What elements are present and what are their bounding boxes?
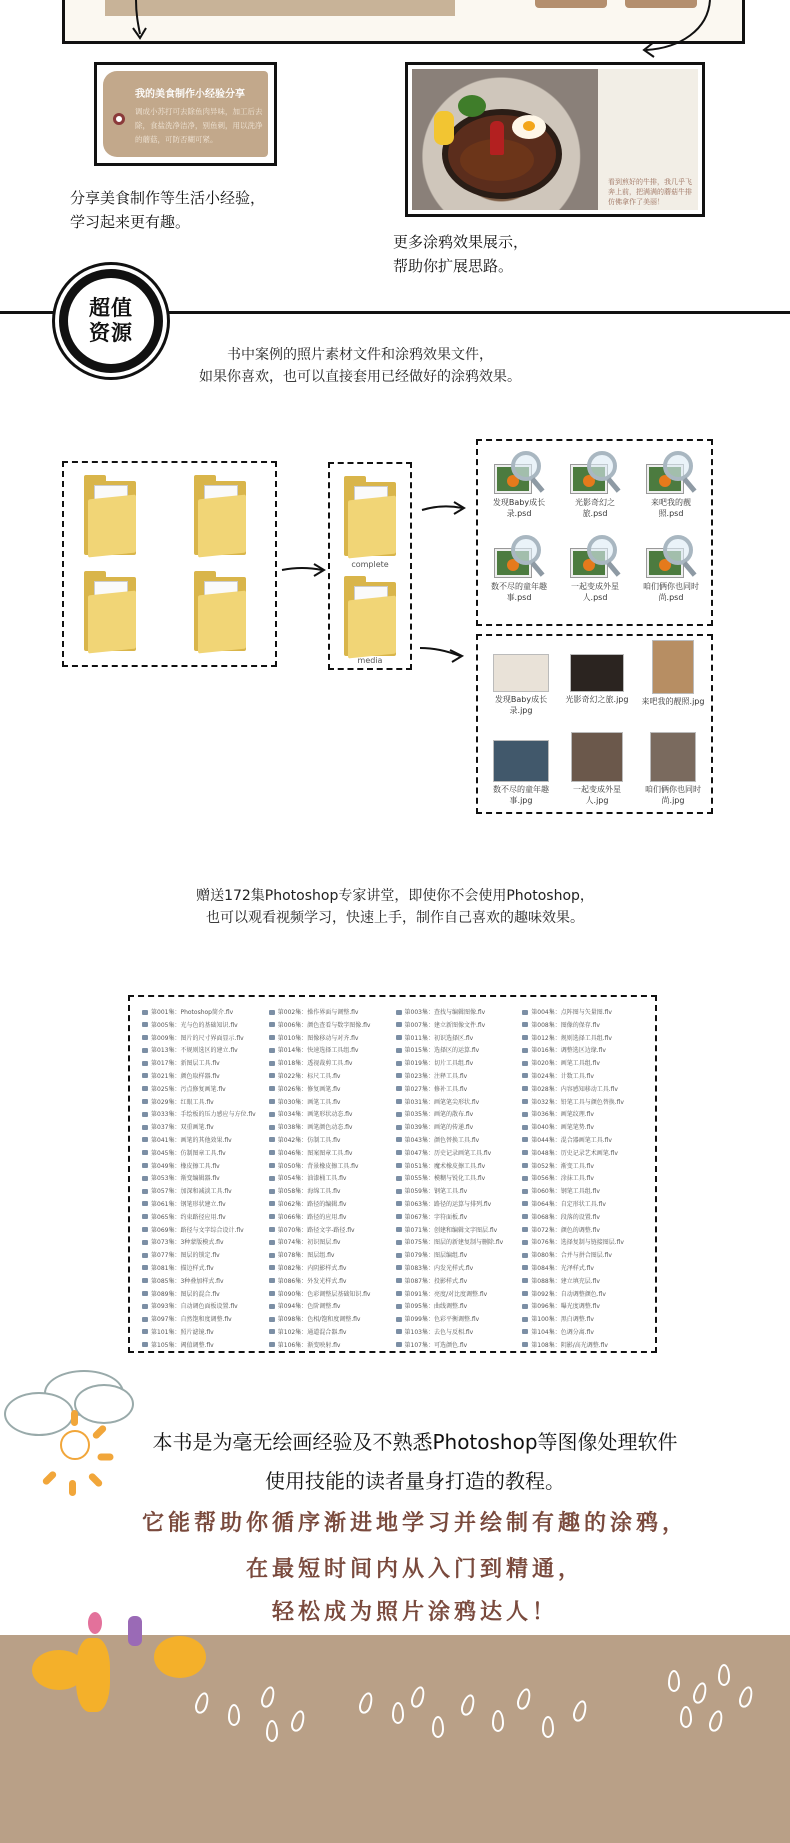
closing-brown-line: 轻松成为照片涂鸦达人！ bbox=[271, 1600, 558, 1625]
rain-drop-doodle bbox=[680, 1706, 692, 1728]
folder-icon[interactable] bbox=[84, 475, 136, 555]
jpg-file[interactable] bbox=[638, 732, 708, 806]
video-file-item[interactable]: 第055集：模糊与锐化工具.flv bbox=[396, 1173, 521, 1186]
doodle-girl bbox=[490, 121, 504, 155]
psd-file-label: 数不尽的童年趣事.psd bbox=[491, 582, 547, 602]
video-file-item[interactable]: 第019集：切片工具组.flv bbox=[396, 1058, 521, 1071]
video-file-item[interactable]: 第027集：修补工具.flv bbox=[396, 1084, 521, 1097]
sun-ray bbox=[71, 1410, 78, 1426]
right-arrow-icon bbox=[420, 498, 470, 518]
doodle-character bbox=[76, 1638, 110, 1712]
video-file-item[interactable]: 第024集：计数工具.flv bbox=[522, 1071, 647, 1084]
resource-desc-line: 如果你喜欢，也可以直接套用已经做好的涂鸦效果。 bbox=[199, 369, 521, 385]
video-file-item[interactable]: 第076集：选择复制与链接图层.flv bbox=[522, 1237, 647, 1250]
psd-file-label: 咱们俩你也同时尚.psd bbox=[643, 582, 699, 602]
video-file-item[interactable]: 第052集：渐变工具.flv bbox=[522, 1161, 647, 1174]
video-file-item[interactable]: 第071集：创建和编辑文字图层.flv bbox=[396, 1225, 521, 1238]
down-arrow-icon bbox=[120, 0, 160, 45]
video-file-item[interactable]: 第048集：历史记录艺术画笔.flv bbox=[522, 1148, 647, 1161]
folder-label-complete: complete bbox=[351, 560, 389, 569]
video-file-item[interactable]: 第060集：钢笔工具组.flv bbox=[522, 1186, 647, 1199]
yolk bbox=[523, 121, 535, 131]
rain-drop-doodle bbox=[492, 1710, 504, 1732]
tag-title: 我的美食制作小经验分享 bbox=[135, 89, 245, 100]
video-file-item[interactable]: 第042集：仿制工具.flv bbox=[269, 1135, 394, 1148]
video-file-item[interactable]: 第020集：画笔工具组.flv bbox=[522, 1058, 647, 1071]
right-caption-line: 更多涂鸦效果展示， bbox=[393, 233, 529, 251]
video-file-item[interactable]: 第012集：规则选择工具组.flv bbox=[522, 1033, 647, 1046]
video-file-item[interactable]: 第056集：涂抹工具.flv bbox=[522, 1173, 647, 1186]
source-folders-box bbox=[62, 461, 277, 667]
video-file-item[interactable]: 第072集：颜色的调整.flv bbox=[522, 1225, 647, 1238]
rain-drop-doodle bbox=[432, 1716, 444, 1738]
rain-drop-doodle bbox=[542, 1716, 554, 1738]
video-file-item[interactable]: 第098集：色相/饱和度调整.flv bbox=[269, 1314, 394, 1327]
psd-file[interactable] bbox=[564, 451, 626, 519]
video-file-item[interactable]: 第023集：注释工具.flv bbox=[396, 1071, 521, 1084]
video-file-item[interactable]: 第062集：路径的编辑.flv bbox=[269, 1199, 394, 1212]
balloon-doodle bbox=[88, 1612, 102, 1634]
closing-brown-line: 它能帮助你循序渐进地学习并绘制有趣的涂鸦， bbox=[141, 1511, 688, 1536]
video-file-item[interactable]: 第104集：色调分离.flv bbox=[522, 1327, 647, 1340]
jpg-file-label: 发现Baby成长录.jpg bbox=[494, 695, 548, 715]
video-file-item[interactable]: 第085集：3种叠加样式.flv bbox=[142, 1276, 267, 1289]
jpg-file[interactable] bbox=[486, 654, 556, 716]
video-file-item[interactable]: 第008集：图像的保存.flv bbox=[522, 1020, 647, 1033]
video-file-item[interactable]: 第108集：阴影/高光调整.flv bbox=[522, 1340, 647, 1353]
video-file-item[interactable]: 第033集：手绘板的压力感应与方位.flv bbox=[142, 1109, 267, 1122]
video-file-item[interactable]: 第016集：调整选区边缘.flv bbox=[522, 1045, 647, 1058]
psd-file-icon bbox=[491, 535, 547, 579]
video-file-item[interactable]: 第102集：通道混合器.flv bbox=[269, 1327, 394, 1340]
video-file-item[interactable]: 第089集：图层的混合.flv bbox=[142, 1289, 267, 1302]
video-file-item[interactable]: 第088集：建立填充层.flv bbox=[522, 1276, 647, 1289]
video-file-item[interactable]: 第081集：描边样式.flv bbox=[142, 1263, 267, 1276]
jpg-file[interactable] bbox=[562, 654, 632, 705]
psd-file-icon bbox=[491, 451, 547, 495]
video-file-item[interactable]: 第037集：双重画笔.flv bbox=[142, 1122, 267, 1135]
folder-icon-media[interactable] bbox=[344, 576, 396, 656]
curved-arrow-icon bbox=[640, 0, 720, 60]
jpg-file[interactable] bbox=[638, 640, 708, 707]
video-file-item[interactable]: 第090集：色彩调整层基础知识.flv bbox=[269, 1289, 394, 1302]
video-file-item[interactable]: 第066集：路径的应用.flv bbox=[269, 1212, 394, 1225]
video-file-item[interactable]: 第107集：可选颜色.flv bbox=[396, 1340, 521, 1353]
jpg-file[interactable] bbox=[486, 740, 556, 806]
video-file-item[interactable]: 第046集：图案图章工具.flv bbox=[269, 1148, 394, 1161]
woman-thumbnail bbox=[650, 732, 696, 782]
left-caption-line: 学习起来更有趣。 bbox=[70, 213, 191, 231]
video-file-item[interactable]: 第028集：内容感知移动工具.flv bbox=[522, 1084, 647, 1097]
video-file-item[interactable]: 第041集：画笔的其他效果.flv bbox=[142, 1135, 267, 1148]
video-file-item[interactable]: 第036集：画笔纹理.flv bbox=[522, 1109, 647, 1122]
video-file-item[interactable]: 第069集：路径与文字综合设计.flv bbox=[142, 1225, 267, 1238]
video-file-item[interactable]: 第051集：魔术橡皮擦工具.flv bbox=[396, 1161, 521, 1174]
video-file-item[interactable]: 第073集：3种蒙版模式.flv bbox=[142, 1237, 267, 1250]
video-file-item[interactable]: 第083集：内发光样式.flv bbox=[396, 1263, 521, 1276]
video-file-item[interactable]: 第058集：海绵工具.flv bbox=[269, 1186, 394, 1199]
video-file-item[interactable]: 第044集：混合器画笔工具.flv bbox=[522, 1135, 647, 1148]
video-file-item[interactable]: 第009集：图片的尺寸界面显示.flv bbox=[142, 1033, 267, 1046]
video-file-item[interactable]: 第080集：合并与拼合图层.flv bbox=[522, 1250, 647, 1263]
psd-file[interactable] bbox=[488, 451, 550, 519]
video-file-item[interactable]: 第101集：照片滤镜.flv bbox=[142, 1327, 267, 1340]
video-file-item[interactable]: 第013集：不规则选区的建立.flv bbox=[142, 1045, 267, 1058]
video-file-item[interactable]: 第034集：画笔形状动态.flv bbox=[269, 1109, 394, 1122]
badge-text bbox=[68, 296, 154, 346]
girl-thumbnail bbox=[571, 732, 623, 782]
video-file-item[interactable]: 第092集：自动调整颜色.flv bbox=[522, 1289, 647, 1302]
video-file-item[interactable]: 第011集：初识选择区.flv bbox=[396, 1033, 521, 1046]
video-file-item[interactable]: 第094集：色阶调整.flv bbox=[269, 1301, 394, 1314]
psd-file[interactable] bbox=[488, 535, 550, 603]
video-file-item[interactable]: 第059集：钢笔工具.flv bbox=[396, 1186, 521, 1199]
closing-brown-line: 在最短时间内从入门到精通， bbox=[245, 1557, 584, 1582]
psd-file-label: 来吧我的靓照.psd bbox=[651, 498, 691, 518]
resource-desc-line: 书中案例的照片素材文件和涂鸦效果文件， bbox=[227, 347, 493, 363]
video-desc-line: 赠送172集Photoshop专家讲堂，即使你不会使用Photoshop， bbox=[196, 888, 594, 904]
video-file-item[interactable]: 第099集：色彩平衡调整.flv bbox=[396, 1314, 521, 1327]
psd-files-box bbox=[476, 439, 713, 626]
video-file-item[interactable]: 第054集：油漆桶工具.flv bbox=[269, 1173, 394, 1186]
video-file-item[interactable]: 第043集：颜色替换工具.flv bbox=[396, 1135, 521, 1148]
folder-icon[interactable] bbox=[194, 475, 246, 555]
left-caption-line: 分享美食制作等生活小经验， bbox=[70, 189, 266, 207]
video-file-item[interactable]: 第082集：内阴影样式.flv bbox=[269, 1263, 394, 1276]
video-file-item[interactable]: 第106集：渐变映射.flv bbox=[269, 1340, 394, 1353]
psd-file[interactable] bbox=[640, 535, 702, 603]
video-file-item[interactable]: 第040集：画笔笔势.flv bbox=[522, 1122, 647, 1135]
doodle-photo-card bbox=[405, 62, 705, 217]
video-file-item[interactable]: 第006集：颜色查看与数字图像.flv bbox=[269, 1020, 394, 1033]
folder-icon[interactable] bbox=[84, 571, 136, 651]
purple-doodle bbox=[128, 1616, 142, 1646]
jpg-file-label: 数不尽的童年趣事.jpg bbox=[493, 785, 549, 805]
portrait-thumbnail bbox=[652, 640, 694, 694]
video-file-item[interactable]: 第026集：修复画笔.flv bbox=[269, 1084, 394, 1097]
sun-ray bbox=[41, 1470, 57, 1486]
psd-file-label: 发现Baby成长录.psd bbox=[492, 498, 546, 518]
video-file-item[interactable]: 第007集：建立新图像文件.flv bbox=[396, 1020, 521, 1033]
video-file-item[interactable]: 第053集：渐变编辑器.flv bbox=[142, 1173, 267, 1186]
closing-line: 使用技能的读者量身打造的教程。 bbox=[265, 1469, 565, 1493]
video-file-item[interactable]: 第095集：曲线调整.flv bbox=[396, 1301, 521, 1314]
jpg-file-label: 来吧我的靓照.jpg bbox=[641, 697, 705, 706]
top-card-thumb bbox=[535, 0, 607, 8]
video-file-item[interactable]: 第021集：颜色取样器.flv bbox=[142, 1071, 267, 1084]
video-file-item[interactable]: 第015集：选择区的运算.flv bbox=[396, 1045, 521, 1058]
video-description bbox=[140, 885, 650, 929]
corn bbox=[434, 111, 454, 145]
video-file-item[interactable]: 第086集：外发光样式.flv bbox=[269, 1276, 394, 1289]
video-file-item[interactable]: 第065集：约束路径应用.flv bbox=[142, 1212, 267, 1225]
video-file-item[interactable]: 第084集：光泽样式.flv bbox=[522, 1263, 647, 1276]
video-file-item[interactable]: 第005集：光与色的基础知识.flv bbox=[142, 1020, 267, 1033]
video-file-item[interactable]: 第032集：铅笔工具与颜色替换.flv bbox=[522, 1097, 647, 1110]
folder-icon[interactable] bbox=[194, 571, 246, 651]
video-file-item[interactable]: 第087集：投影样式.flv bbox=[396, 1276, 521, 1289]
video-file-item[interactable]: 第096集：曝光度调整.flv bbox=[522, 1301, 647, 1314]
right-arrow-icon bbox=[280, 560, 328, 580]
tag-description: 调成小苏打可去除鱼肉异味，加工后去除，食盐洗净洁净，别鱼刺，用以洗净的蘑菇，可防否糊可紧。 bbox=[135, 107, 263, 144]
video-list-box bbox=[128, 995, 657, 1353]
video-file-item[interactable]: 第017集：新图层工具.flv bbox=[142, 1058, 267, 1071]
doodle-character bbox=[154, 1636, 206, 1678]
rain-drop-doodle bbox=[392, 1702, 404, 1724]
video-file-item[interactable]: 第078集：图层组.flv bbox=[269, 1250, 394, 1263]
jpg-file[interactable] bbox=[562, 732, 632, 806]
video-file-item[interactable]: 第074集：初识图层.flv bbox=[269, 1237, 394, 1250]
left-caption bbox=[70, 186, 265, 234]
video-file-item[interactable]: 第064集：自定形状工具.flv bbox=[522, 1199, 647, 1212]
video-file-item[interactable]: 第030集：画笔工具.flv bbox=[269, 1097, 394, 1110]
right-caption-line: 帮助你扩展思路。 bbox=[393, 257, 514, 275]
video-file-item[interactable]: 第050集：背景橡皮擦工具.flv bbox=[269, 1161, 394, 1174]
tag-hole bbox=[113, 113, 125, 125]
project-folders-box bbox=[328, 462, 412, 670]
resource-description bbox=[160, 344, 560, 388]
psd-file[interactable] bbox=[564, 535, 626, 603]
video-file-item[interactable]: 第035集：画笔的散布.flv bbox=[396, 1109, 521, 1122]
tag-body bbox=[103, 71, 268, 157]
child-thumbnail bbox=[493, 740, 549, 782]
badge-inner bbox=[68, 278, 154, 364]
video-file-item[interactable]: 第022集：标尺工具.flv bbox=[269, 1071, 394, 1084]
video-file-item[interactable]: 第079集：图层编组.flv bbox=[396, 1250, 521, 1263]
rain-drop-doodle bbox=[668, 1670, 680, 1692]
video-file-item[interactable]: 第077集：图层的锁定.flv bbox=[142, 1250, 267, 1263]
psd-file[interactable] bbox=[640, 451, 702, 519]
video-file-item[interactable]: 第063集：路径的运算与排列.flv bbox=[396, 1199, 521, 1212]
psd-file-icon bbox=[643, 535, 699, 579]
video-file-item[interactable]: 第031集：画笔笔尖形状.flv bbox=[396, 1097, 521, 1110]
psd-file-label: 一起变成外星人.psd bbox=[571, 582, 619, 602]
tip-tag-card bbox=[94, 62, 277, 166]
night-thumbnail bbox=[570, 654, 624, 692]
psd-file-icon bbox=[567, 451, 623, 495]
jpg-file-label: 光影奇幻之旅.jpg bbox=[565, 695, 629, 704]
badge-line: 超值 bbox=[89, 296, 133, 320]
video-file-item[interactable]: 第010集：图像移动与对齐.flv bbox=[269, 1033, 394, 1046]
video-file-item[interactable]: 第093集：自动调色面板设置.flv bbox=[142, 1301, 267, 1314]
video-file-item[interactable]: 第067集：字符面板.flv bbox=[396, 1212, 521, 1225]
folder-icon-complete[interactable] bbox=[344, 476, 396, 556]
steak-photo bbox=[412, 69, 598, 210]
video-file-item[interactable]: 第097集：自然饱和度调整.flv bbox=[142, 1314, 267, 1327]
rain-drop-doodle bbox=[266, 1720, 278, 1742]
cloud-doodle bbox=[4, 1392, 74, 1436]
rain-drop-doodle bbox=[228, 1704, 240, 1726]
video-file-item[interactable]: 第070集：路径文字-路径.flv bbox=[269, 1225, 394, 1238]
psd-file-icon bbox=[643, 451, 699, 495]
video-file-item[interactable]: 第002集：操作界面与调整.flv bbox=[269, 1007, 394, 1020]
video-desc-line: 也可以观看视频学习，快速上手，制作自己喜欢的趣味效果。 bbox=[206, 910, 584, 926]
video-file-item[interactable]: 第004集：点阵图与矢量图.flv bbox=[522, 1007, 647, 1020]
video-file-item[interactable]: 第029集：红眼工具.flv bbox=[142, 1097, 267, 1110]
video-file-item[interactable]: 第075集：图层的新建复制与删除.flv bbox=[396, 1237, 521, 1250]
cloud-doodle bbox=[74, 1384, 134, 1424]
resource-badge bbox=[55, 265, 167, 377]
video-file-item[interactable]: 第068集：段落的设置.flv bbox=[522, 1212, 647, 1225]
photo-note-panel bbox=[598, 69, 698, 210]
video-file-item[interactable]: 第047集：历史记录画笔工具.flv bbox=[396, 1148, 521, 1161]
photo-caption: 看到煎好的牛排，我几乎飞奔上前，把满满的蘑菇牛排仿佛拿作了美丽！ bbox=[608, 178, 692, 206]
rain-drop-doodle bbox=[718, 1664, 730, 1686]
video-file-item[interactable]: 第018集：透视裁剪工具.flv bbox=[269, 1058, 394, 1071]
right-arrow-icon bbox=[418, 642, 468, 666]
video-file-item[interactable]: 第001集：Photoshop简介.flv bbox=[142, 1007, 267, 1020]
video-file-item[interactable]: 第105集：阈值调整.flv bbox=[142, 1340, 267, 1353]
broccoli bbox=[458, 95, 486, 117]
video-file-item[interactable]: 第091集：亮度/对比度调整.flv bbox=[396, 1289, 521, 1302]
psd-file-icon bbox=[567, 535, 623, 579]
video-file-item[interactable]: 第014集：快速选择工具组.flv bbox=[269, 1045, 394, 1058]
video-file-item[interactable]: 第103集：去色与反相.flv bbox=[396, 1327, 521, 1340]
badge-line: 资源 bbox=[89, 321, 133, 345]
video-file-item[interactable]: 第061集：钢笔形状建立.flv bbox=[142, 1199, 267, 1212]
jpg-files-box bbox=[476, 634, 713, 814]
psd-file-label: 光影奇幻之旅.psd bbox=[575, 498, 615, 518]
video-file-item[interactable]: 第038集：画笔颜色动态.flv bbox=[269, 1122, 394, 1135]
closing-line: 本书是为毫无绘画经验及不熟悉Photoshop等图像处理软件 bbox=[152, 1430, 678, 1454]
video-file-item[interactable]: 第057集：加深和减淡工具.flv bbox=[142, 1186, 267, 1199]
video-file-item[interactable]: 第025集：污点修复画笔.flv bbox=[142, 1084, 267, 1097]
video-file-item[interactable]: 第045集：仿制图章工具.flv bbox=[142, 1148, 267, 1161]
right-caption bbox=[393, 230, 528, 278]
bottom-brown-band bbox=[0, 1635, 790, 1843]
video-file-item[interactable]: 第049集：橡皮擦工具.flv bbox=[142, 1161, 267, 1174]
sun-ray bbox=[69, 1480, 76, 1496]
folder-label-media: media bbox=[357, 656, 383, 665]
video-file-list bbox=[142, 1007, 647, 1349]
baby-thumbnail bbox=[493, 654, 549, 692]
video-file-item[interactable]: 第003集：查找与编辑图像.flv bbox=[396, 1007, 521, 1020]
video-file-item[interactable]: 第100集：黑白调整.flv bbox=[522, 1314, 647, 1327]
jpg-file-label: 一起变成外星人.jpg bbox=[573, 785, 621, 805]
video-file-item[interactable]: 第039集：画笔的传递.flv bbox=[396, 1122, 521, 1135]
jpg-file-label: 咱们俩你也同时尚.jpg bbox=[645, 785, 701, 805]
sun-doodle bbox=[60, 1430, 90, 1460]
